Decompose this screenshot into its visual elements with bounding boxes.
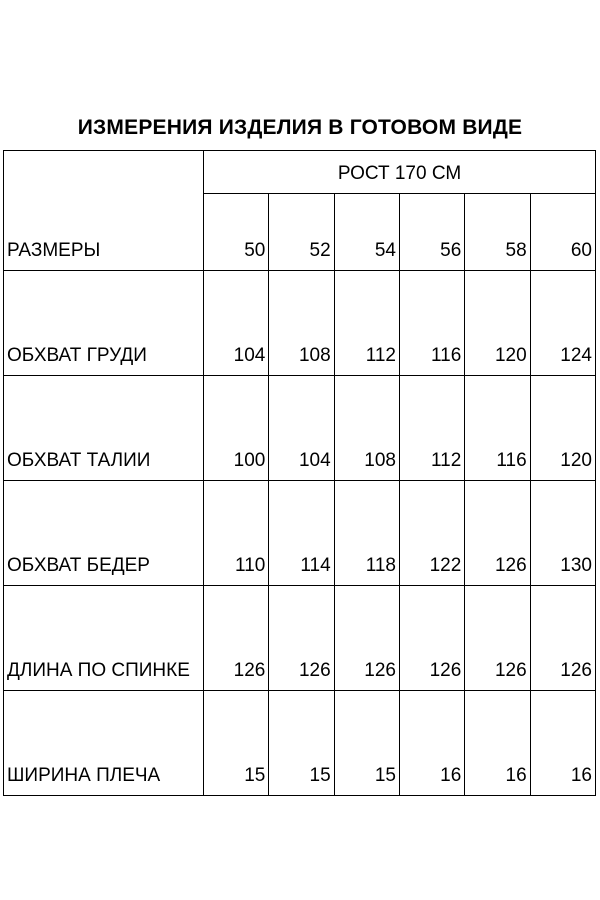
- value-cell: 124: [530, 271, 595, 376]
- value-cell: 126: [269, 586, 334, 691]
- value-cell: 104: [269, 376, 334, 481]
- height-label: РОСТ 170 СМ: [204, 151, 596, 194]
- value-cell: 100: [204, 376, 269, 481]
- value-cell: 120: [465, 271, 530, 376]
- row-label: ШИРИНА ПЛЕЧА: [4, 691, 204, 796]
- table-row: [4, 691, 596, 796]
- value-cell: 15: [204, 691, 269, 796]
- value-cell: 108: [269, 271, 334, 376]
- value-cell: 104: [204, 271, 269, 376]
- value-cell: 126: [465, 481, 530, 586]
- size-cell: 58: [465, 194, 530, 271]
- size-cell: 60: [530, 194, 595, 271]
- value-cell: 126: [204, 586, 269, 691]
- row-label: ОБХВАТ ГРУДИ: [4, 271, 204, 376]
- value-cell: 16: [530, 691, 595, 796]
- value-cell: 15: [334, 691, 399, 796]
- value-cell: 110: [204, 481, 269, 586]
- value-cell: 116: [465, 376, 530, 481]
- value-cell: 114: [269, 481, 334, 586]
- value-cell: 126: [530, 586, 595, 691]
- value-cell: 112: [399, 376, 464, 481]
- row-label: ДЛИНА ПО СПИНКЕ: [4, 586, 204, 691]
- value-cell: 126: [334, 586, 399, 691]
- row-label: ОБХВАТ ТАЛИИ: [4, 376, 204, 481]
- size-cell: 52: [269, 194, 334, 271]
- value-cell: 126: [399, 586, 464, 691]
- value-cell: 122: [399, 481, 464, 586]
- value-cell: 15: [269, 691, 334, 796]
- table-row: [4, 271, 596, 376]
- size-row-label: РАЗМЕРЫ: [4, 151, 204, 271]
- value-cell: 112: [334, 271, 399, 376]
- value-cell: 126: [465, 586, 530, 691]
- table-row: [4, 586, 596, 691]
- row-label: ОБХВАТ БЕДЕР: [4, 481, 204, 586]
- value-cell: 118: [334, 481, 399, 586]
- table-row: [4, 481, 596, 586]
- value-cell: 116: [399, 271, 464, 376]
- value-cell: 108: [334, 376, 399, 481]
- value-cell: 120: [530, 376, 595, 481]
- value-cell: 16: [399, 691, 464, 796]
- height-header-row: [4, 151, 596, 194]
- measurements-table: [3, 150, 596, 796]
- value-cell: 16: [465, 691, 530, 796]
- value-cell: 130: [530, 481, 595, 586]
- table-row: [4, 376, 596, 481]
- size-cell: 54: [334, 194, 399, 271]
- size-cell: 50: [204, 194, 269, 271]
- page-title: ИЗМЕРЕНИЯ ИЗДЕЛИЯ В ГОТОВОМ ВИДЕ: [77, 116, 523, 139]
- size-cell: 56: [399, 194, 464, 271]
